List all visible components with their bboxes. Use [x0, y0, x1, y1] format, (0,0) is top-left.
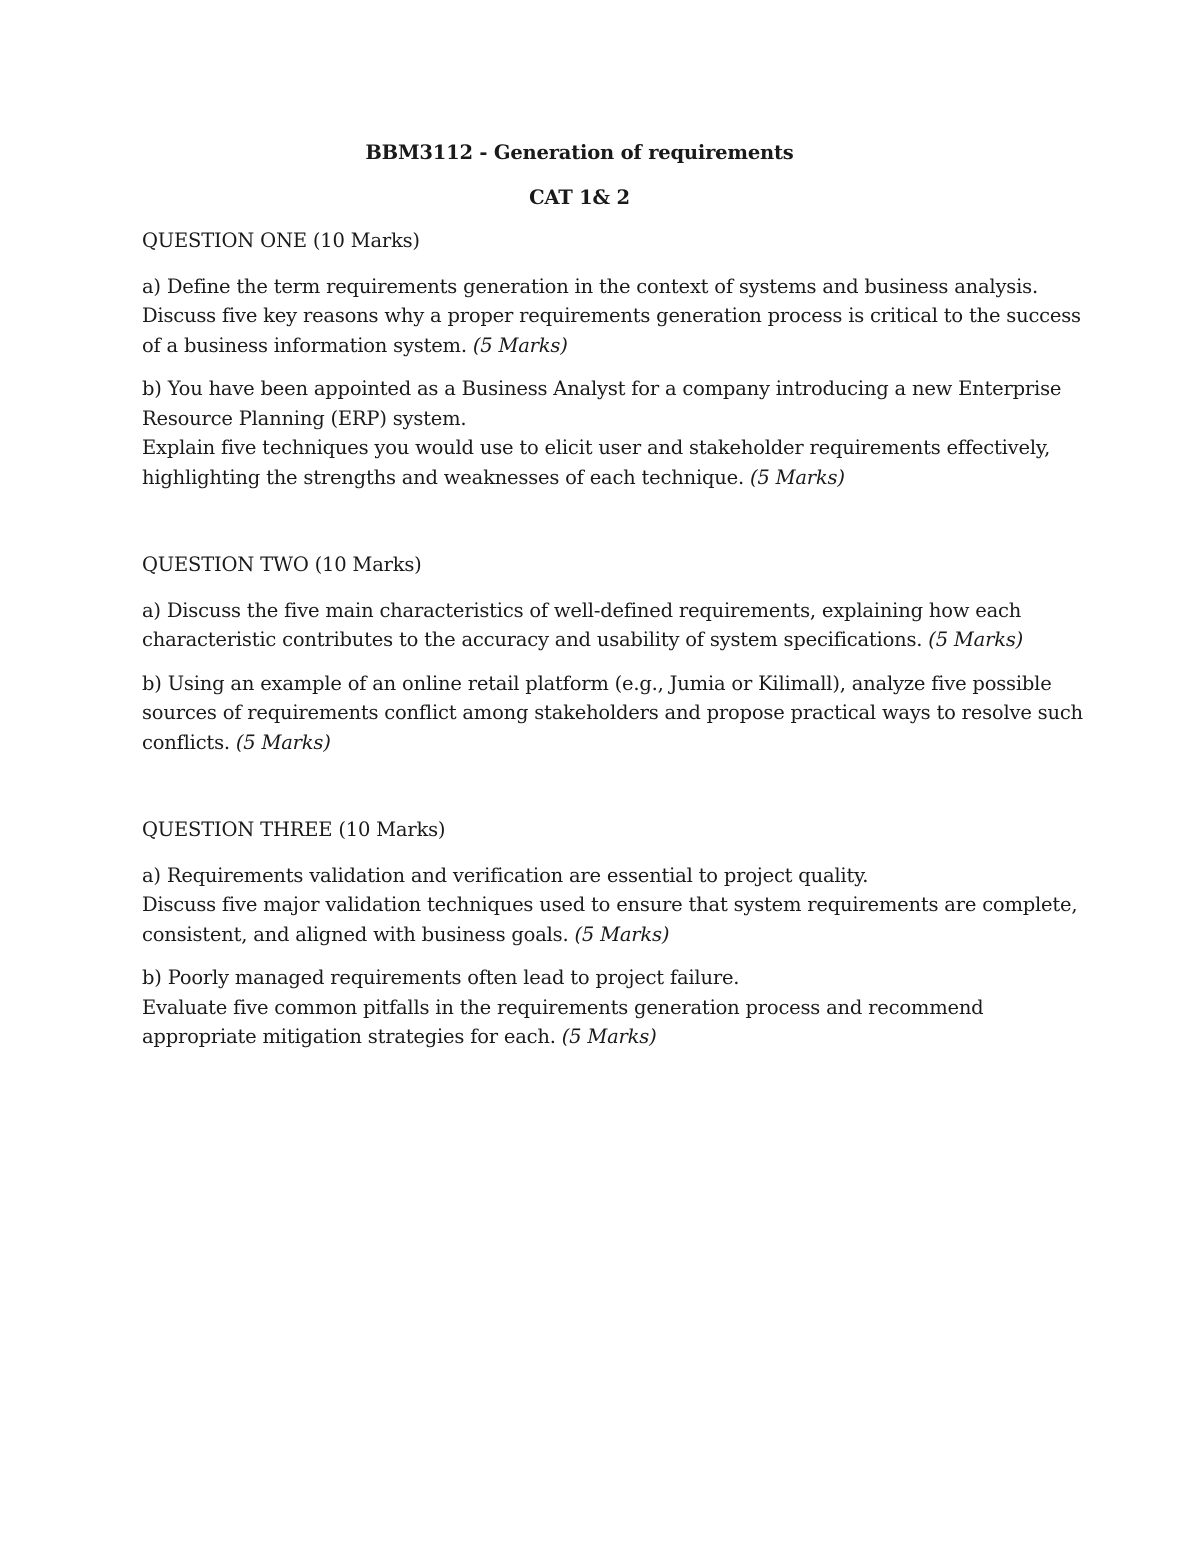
question-line: b) You have been appointed as a Business Analyst for a company introducing a new Enterprise [142, 377, 1062, 400]
question-line [142, 1022, 1062, 1052]
question-line-text: consistent, and aligned with business goals. [142, 922, 569, 946]
question-line: Evaluate five common pitfalls in the requirements generation process and recommend [142, 995, 984, 1019]
document-content [142, 138, 1083, 1066]
marks-label: (5 Marks) [561, 1025, 657, 1048]
question-line: b) Poorly managed requirements often lead to project failure. [142, 966, 740, 989]
question-line [142, 463, 1062, 493]
marks-label: (5 Marks) [928, 628, 1024, 651]
document-subtitle: CAT 1& 2 [529, 185, 630, 209]
question-line [142, 625, 1062, 655]
question-heading: QUESTION TWO (10 Marks) [142, 553, 422, 576]
document-title: BBM3112 - Generation of requirements [365, 141, 794, 164]
question-line-text: conflicts. [142, 730, 230, 754]
section-spacer [142, 771, 1062, 815]
marks-label: (5 Marks) [235, 730, 331, 754]
marks-label: (5 Marks) [472, 333, 568, 357]
marks-label: (5 Marks) [749, 465, 845, 489]
question-line-text: highlighting the strengths and weaknesses of each technique. [142, 465, 744, 489]
question-three [142, 815, 1078, 1052]
question-line-text: of a business information system. [142, 333, 467, 357]
question-part-b [142, 669, 1083, 758]
question-line: Discuss five major validation techniques used to ensure that system requirements are complete, [142, 893, 1078, 916]
question-part-a [142, 861, 1078, 950]
question-line: Explain five techniques you would use to elicit user and stakeholder requirements effectively, [142, 436, 1051, 459]
question-line-text: characteristic contributes to the accuracy and usability of system specifications. [142, 628, 923, 651]
question-line: Resource Planning (ERP) system. [142, 406, 467, 430]
question-part-b [142, 963, 1062, 1052]
question-part-a [142, 596, 1062, 655]
question-line: sources of requirements conflict among stakeholders and propose practical ways to resolve such [142, 701, 1083, 724]
question-line: a) Requirements validation and verification are essential to project quality. [142, 863, 869, 887]
question-one [142, 226, 1081, 492]
question-line: a) Define the term requirements generation in the context of systems and business analysis. [142, 274, 1038, 298]
question-two [142, 550, 1083, 757]
question-line [142, 331, 1062, 361]
question-line [142, 920, 1062, 950]
question-line-text: appropriate mitigation strategies for each. [142, 1025, 556, 1048]
question-part-a [142, 272, 1081, 361]
section-spacer [142, 506, 1062, 550]
question-line: b) Using an example of an online retail platform (e.g., Jumia or Kilimall), analyze five possible [142, 671, 1052, 695]
question-line: a) Discuss the five main characteristics of well-defined requirements, explaining how each [142, 598, 1022, 622]
question-heading: QUESTION ONE (10 Marks) [142, 229, 420, 252]
question-heading: QUESTION THREE (10 Marks) [142, 818, 446, 841]
marks-label: (5 Marks) [574, 922, 670, 946]
question-part-b [142, 374, 1062, 492]
question-line: Discuss five key reasons why a proper requirements generation process is critical to the success [142, 304, 1081, 327]
question-line [142, 728, 1062, 758]
